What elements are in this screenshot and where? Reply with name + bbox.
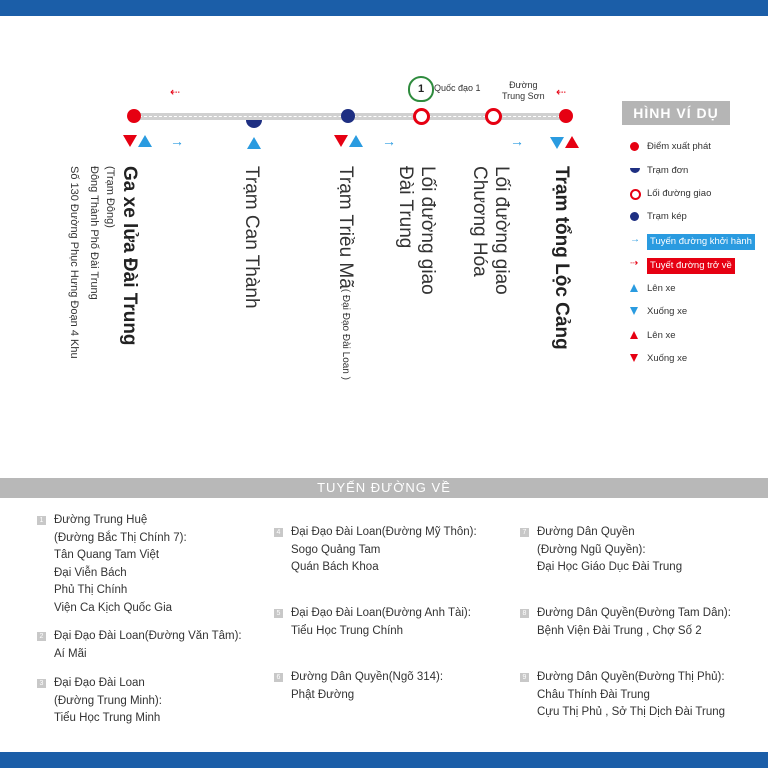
station-address-line: Số 130 Đường Phục Hưng Đoạn 4 Khu [68,166,80,359]
stop-departure-marker [127,109,141,123]
junction-icon [630,189,641,200]
item-line: Phật Đường [291,688,355,701]
item-line: Viện Ca Kịch Quốc Gia [54,601,173,614]
item-line: Đường Dân Quyền(Đường Thị Phủ): [537,671,725,683]
board-blue-icon [349,135,363,147]
legend-item-label: Lên xe [647,330,676,341]
depart-direction-arrow-icon: → [382,133,396,149]
legend-item-label: Xuống xe [647,353,688,364]
board-red-icon [630,331,638,339]
depart-direction-arrow-icon: → [170,133,184,149]
item-line: Tiểu Học Trung Chính [291,624,404,637]
board-blue-icon [247,137,261,149]
station-name-can-thanh: Trạm Can Thành [241,166,262,309]
legend-item-label: Tuyến đường khởi hành [647,234,755,250]
top-banner [0,0,768,16]
stop-junction-marker [485,108,502,125]
junction-taichung-line1: Lối đường giao [417,166,438,295]
station-name-trieu-ma: Trạm Triều Mã [335,166,356,289]
item-line: (Đường Bắc Thị Chính 7): [54,531,187,544]
stop-departure-marker [559,109,573,123]
station-name-taichung-station: Ga xe lửa Đài Trung [119,166,140,346]
junction-changhua-line2: Chương Hóa [469,166,490,277]
depart-direction-arrow-icon: → [510,133,524,149]
legend-item-label: Trạm kép [647,211,687,222]
junction-changhua-line1: Lối đường giao [491,166,512,295]
stop-double-marker [341,109,355,123]
item-line: Đại Viễn Bách [54,566,127,579]
legend-item-label: Trạm đơn [647,165,689,176]
item-number: 1 [37,516,46,525]
item-line: Đại Đạo Đài Loan [54,677,145,689]
item-line: Đại Đạo Đài Loan(Đường Anh Tài): [291,607,471,619]
street-label-line: Trung Sơn [502,91,545,101]
item-line: Đường Trung Huệ [54,514,148,526]
station-sub-label: ( Đại Đạo Đài Loan ) [340,288,351,380]
alight-red-icon [630,354,638,362]
station-sub-label: (Trạm Đông) [104,166,116,228]
station-name-lukang: Trạm tổng Lộc Cảng [551,166,572,350]
item-number: 7 [520,528,529,537]
return-route-title: TUYẾN ĐƯỜNG VỀ [317,480,451,495]
board-blue-icon [630,284,638,292]
departure-point-icon [630,142,639,151]
station-name-trieu-ma-group [334,166,356,380]
highway-label: Quốc đạo 1 [434,83,481,93]
item-line: Quán Bách Khoa [291,561,379,573]
item-line: Tiểu Học Trung Minh [54,712,161,724]
item-line: (Đường Trung Minh): [54,694,162,707]
legend-title: HÌNH VÍ DỤ [622,101,730,125]
stop-single-marker [246,120,262,128]
item-number: 9 [520,673,529,682]
item-line: Phủ Thị Chính [54,584,128,596]
item-number: 6 [274,673,283,682]
item-line: Đường Dân Quyền [537,526,635,538]
item-line: Đại Học Giáo Dục Đài Trung [537,561,683,573]
legend-item-label: Xuống xe [647,306,688,317]
item-line: Đường Dân Quyền(Ngõ 314): [291,671,444,683]
legend-item-label: Tuyết đường trở về [647,258,735,274]
stop-junction-marker [413,108,430,125]
item-number: 3 [37,679,46,688]
item-line: Cựu Thị Phủ , Sở Thị Dịch Đài Trung [537,706,726,718]
depart-route-arrow-icon: → [630,234,640,245]
single-stop-icon [630,168,640,173]
highway-shield-icon: 1 [408,76,434,102]
board-red-icon [565,136,579,148]
item-line: Sogo Quảng Tam [291,543,381,556]
item-line: Đường Dân Quyền(Đường Tam Dân): [537,607,731,619]
alight-blue-icon [630,307,638,315]
legend-item-label: Lên xe [647,283,676,294]
board-blue-icon [138,135,152,147]
item-number: 8 [520,609,529,618]
item-number: 4 [274,528,283,537]
item-line: Aí Mãi [54,647,87,660]
item-line: Bệnh Viện Đài Trung , Chợ Số 2 [537,624,702,637]
station-address-line: Đông Thành Phố Đài Trung [88,166,100,300]
item-line: Đại Đạo Đài Loan(Đường Mỹ Thôn): [291,526,477,538]
junction-taichung-line2: Đài Trung [395,166,416,249]
legend-item-label: Điểm xuất phát [647,141,711,152]
item-line: (Đường Ngũ Quyền): [537,543,646,556]
item-line: Đại Đạo Đài Loan(Đường Văn Tâm): [54,630,242,642]
street-label-line: Đường [509,80,538,90]
double-stop-icon [630,212,639,221]
alight-red-icon [334,135,348,147]
alight-blue-icon [550,137,564,149]
street-label [502,80,545,102]
legend-item-label: Lối đường giao [647,188,712,199]
item-number: 2 [37,632,46,641]
return-route-arrow-icon: ⇢ [630,258,639,269]
item-number: 5 [274,609,283,618]
alight-red-icon [123,135,137,147]
return-direction-arrow-icon: ⇠ [556,85,565,99]
item-line: Tân Quang Tam Việt [54,549,160,561]
return-direction-arrow-icon: ⇠ [170,85,179,99]
item-line: Châu Thính Đài Trung [537,688,650,701]
bottom-banner [0,752,768,768]
